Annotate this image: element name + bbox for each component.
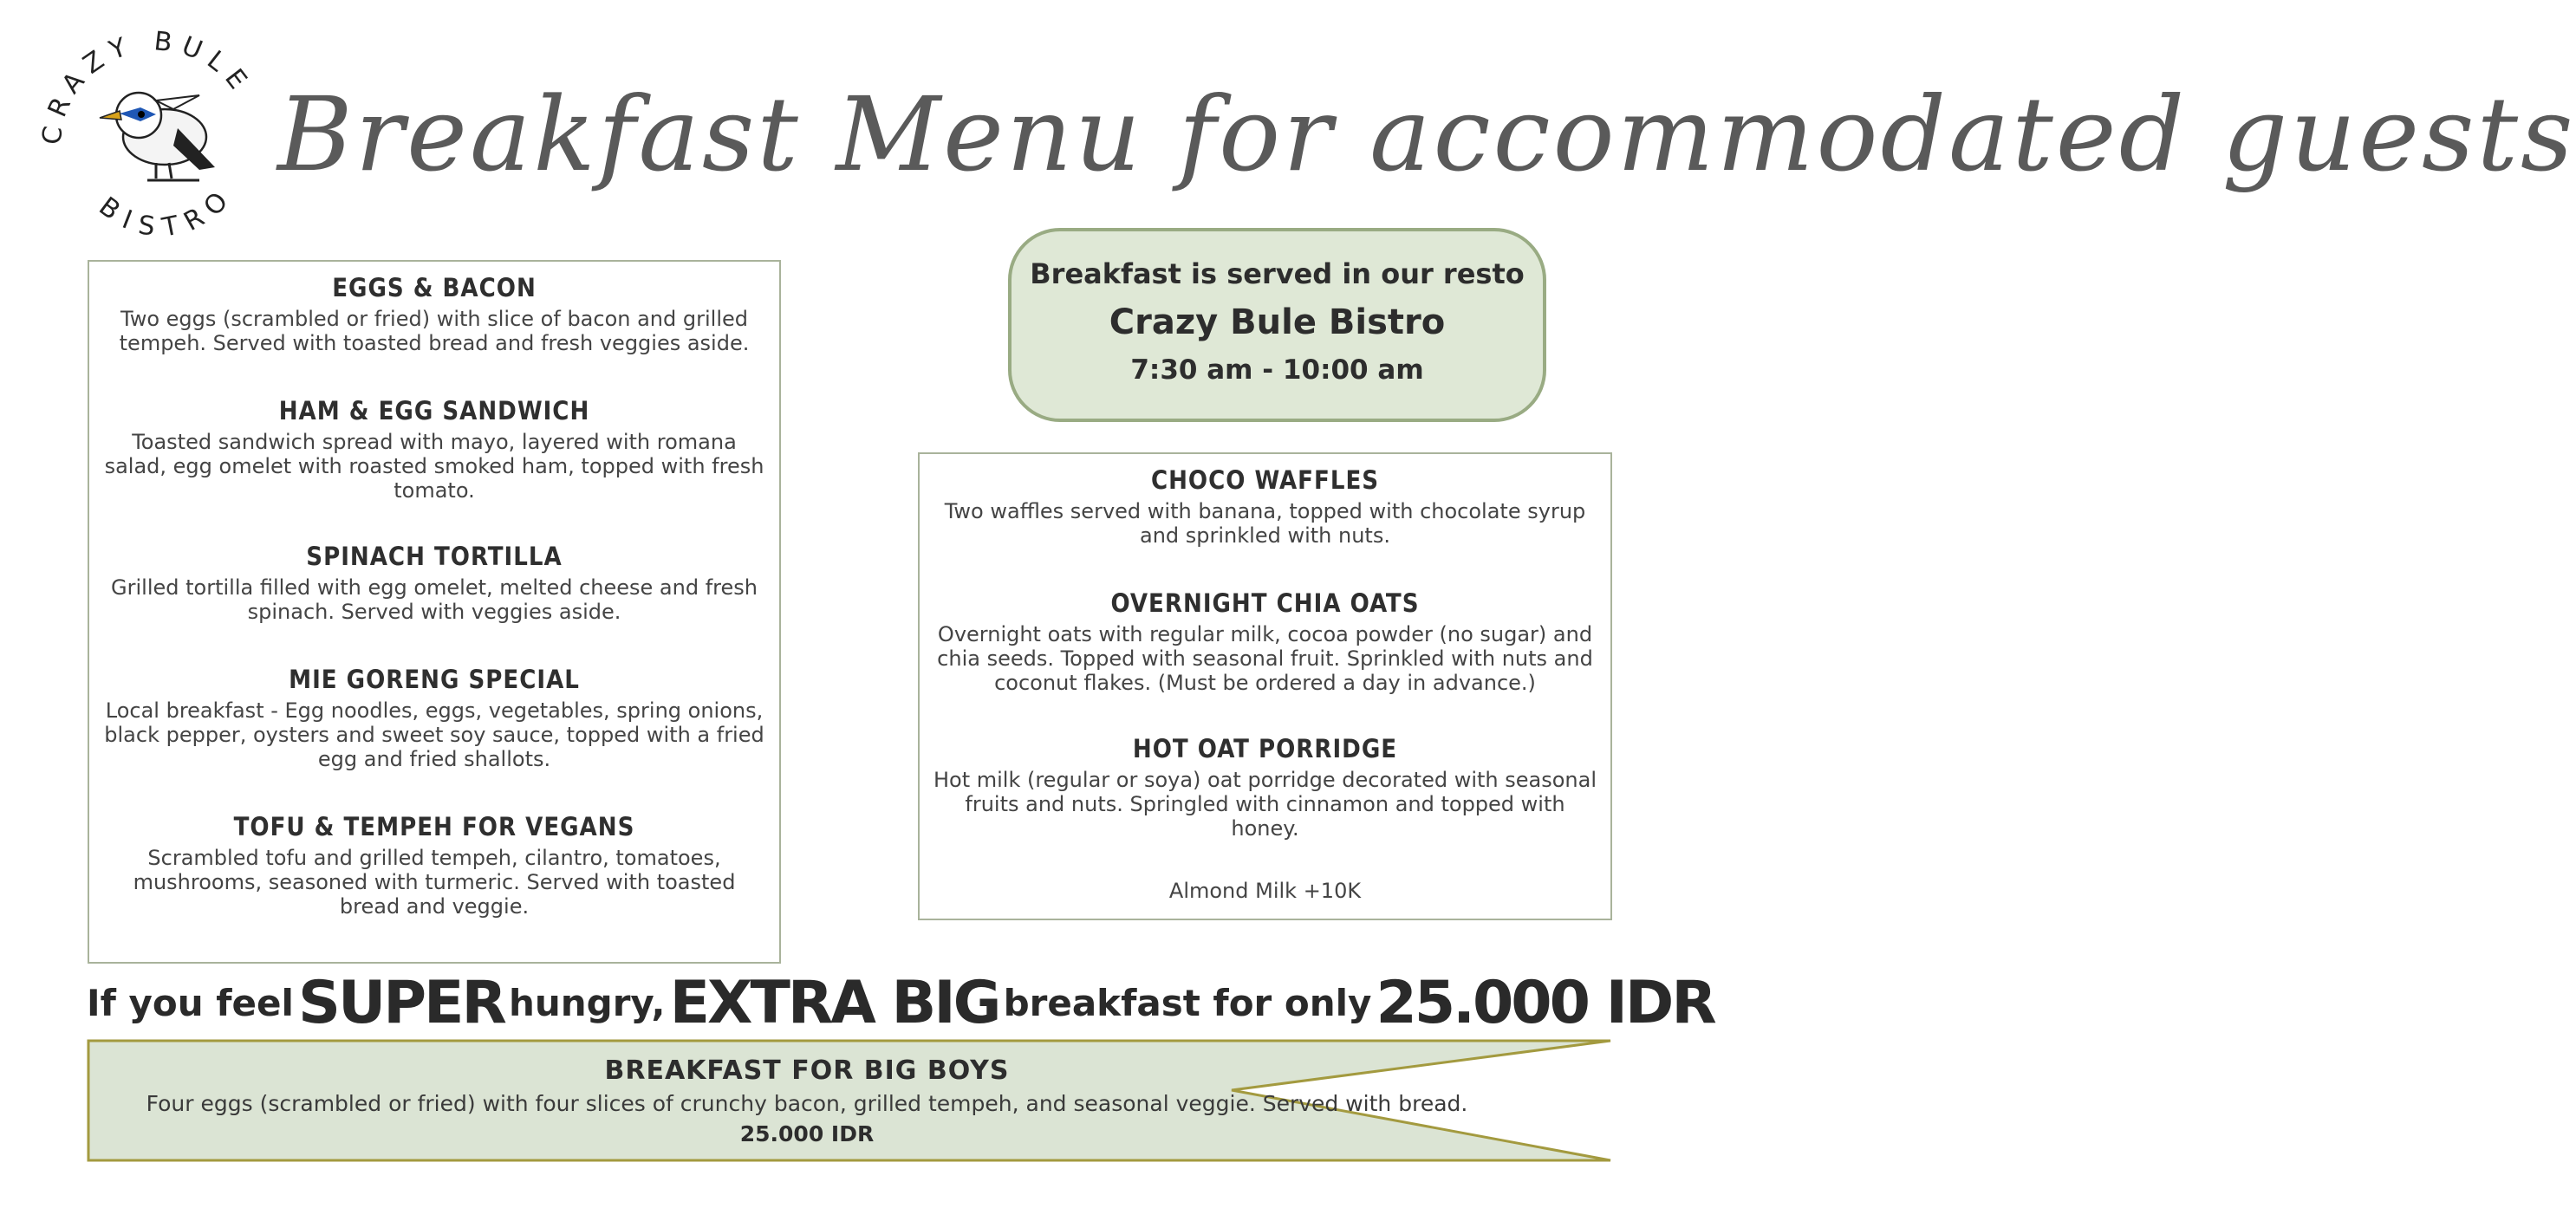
menu-item [89,393,779,503]
menu-item-title: CHOCO WAFFLES [1150,465,1380,495]
svg-text:BISTRO [94,179,242,241]
menu-item-title: TOFU & TEMPEH FOR VEGANS [233,812,635,841]
menu-item-desc: Scrambled tofu and grilled tempeh, cilantro, tomatoes, mushrooms, seasoned with turmeric. Served with toasted bread and veggie. [133,846,736,919]
menu-item-desc: Overnight oats with regular milk, cocoa powder (no sugar) and chia seeds. Topped with seasonal fruit. Sprinkled with nuts and coconut flakes. (Must be ordered a day in advance.) [937,622,1593,695]
promo-line [87,969,1714,1047]
promo-text-1: If you feel [87,982,294,1024]
menu-item [89,270,779,355]
hours-badge [1008,228,1546,422]
bistro-logo [26,24,269,241]
menu-item [920,586,1610,695]
menu-item [89,539,779,624]
menu-item-title: SPINACH TORTILLA [306,542,563,571]
banner-price: 25.000 IDR [739,1121,875,1146]
menu-item-title: OVERNIGHT CHIA OATS [1110,588,1420,618]
menu-item-title: MIE GORENG SPECIAL [289,665,580,694]
menu-item-desc: Two waffles served with banana, topped with chocolate syrup and sprinkled with nuts. [944,499,1586,548]
menu-item [89,662,779,771]
page-title: Breakfast Menu for accommodated guests [277,75,2576,194]
promo-text-2: hungry, [508,982,666,1024]
menu-item-title: HAM & EGG SANDWICH [278,396,590,425]
menu-box-left [88,260,781,964]
bird-logo-icon [26,24,269,241]
almond-milk-note-row [920,877,1610,903]
promo-super: SUPER [298,969,504,1037]
menu-item [920,731,1610,841]
promo-text-3: breakfast for only [1003,982,1372,1024]
menu-item-desc: Hot milk (regular or soya) oat porridge decorated with seasonal fruits and nuts. Springled with cinnamon and topped with honey. [933,768,1597,841]
logo-bottom-text: BISTRO [93,179,242,241]
menu-item-desc: Local breakfast - Egg noodles, eggs, vegetables, spring onions, black pepper, oysters and sweet soy sauce, topped with a fried egg and fried shallots. [104,698,764,771]
restaurant-name: Crazy Bule Bistro [1109,302,1446,342]
kingfisher-icon [100,93,215,180]
hours-time: 7:30 am - 10:00 am [1130,354,1424,386]
menu-item-desc: Grilled tortilla filled with egg omelet, melted cheese and fresh spinach. Served with veggies aside. [111,575,758,624]
hours-intro: Breakfast is served in our resto [1030,257,1525,290]
menu-item-desc: Two eggs (scrambled or fried) with slice of bacon and grilled tempeh. Served with toasted bread and fresh veggies aside. [119,307,750,355]
logo-top-text: CRAZY BULE [36,26,258,147]
almond-milk-note: Almond Milk +10K [1168,879,1362,903]
big-breakfast-banner [88,1040,1613,1161]
menu-item-title: HOT OAT PORRIDGE [1132,734,1398,763]
menu-item [920,463,1610,548]
banner-title: BREAKFAST FOR BIG BOYS [604,1055,1010,1086]
menu-item-title: EGGS & BACON [332,273,537,302]
menu-item-desc: Toasted sandwich spread with mayo, layered with romana salad, egg omelet with roasted smoked ham, topped with fresh tomato. [104,430,764,503]
promo-price: 25.000 IDR [1376,969,1714,1037]
banner-desc: Four eggs (scrambled or fried) with four slices of crunchy bacon, grilled tempeh, and seasonal veggie. Served with bread. [146,1091,1468,1116]
menu-box-right [918,452,1612,920]
promo-extra-big: EXTRA BIG [669,969,999,1037]
menu-item [89,809,779,919]
